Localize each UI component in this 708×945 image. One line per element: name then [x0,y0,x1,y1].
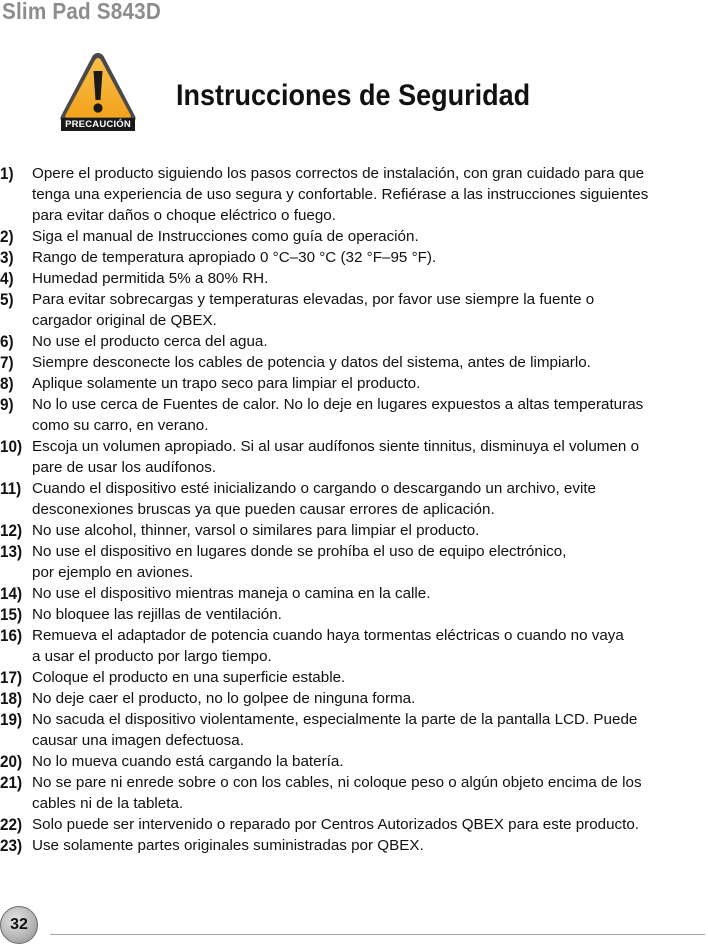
item-text: Rango de temperatura apropiado 0 °C–30 °C (32 °F–95 °F). [32,249,437,266]
item-number: 19) [0,710,23,729]
item-number: 2) [0,227,14,246]
list-item [0,751,708,772]
item-number: 5) [0,290,14,309]
list-item [0,478,708,520]
item-number: 3) [0,248,14,267]
item-text: No use alcohol, thinner, varsol o similares para limpiar el producto. [32,522,480,539]
item-text: Escoja un volumen apropiado. Si al usar audífonos siente tinnitus, disminuya el volumen o pare de usar los audífonos. [32,438,640,476]
item-number: 17) [0,668,23,687]
list-item [0,835,708,856]
list-item [0,709,708,751]
item-text: No use el dispositivo mientras maneja o camina en la calle. [32,585,431,602]
item-text: Cuando el dispositivo esté inicializando o cargando o descargando un archivo, evite desconexiones bruscas ya que pueden causar errores de aplicación. [32,480,596,518]
item-number: 8) [0,374,14,393]
list-item [0,436,708,478]
item-number: 14) [0,584,23,603]
list-item [0,625,708,667]
item-number: 12) [0,521,23,540]
warning-label: PRECAUCIÓN [61,118,135,131]
item-text: Opere el producto siguiendo los pasos correctos de instalación, con gran cuidado para que tenga una experiencia de uso segura y confortable. Refiérase a las instrucciones siguientes para evitar daños o choque eléctrico o fuego. [32,165,649,224]
item-number: 11) [0,479,22,498]
item-text: No use el dispositivo en lugares donde se prohíba el uso de equipo electrónico, por ejemplo en aviones. [32,543,567,581]
warning-sign [58,50,138,134]
item-text: Humedad permitida 5% a 80% RH. [32,270,269,287]
item-text: No se pare ni enrede sobre o con los cables, ni coloque peso o algún objeto encima de los cables ni de la tableta. [32,774,642,812]
item-text: Use solamente partes originales suministradas por QBEX. [32,837,424,854]
list-item [0,667,708,688]
list-item [0,226,708,247]
item-number: 10) [0,437,23,456]
list-item [0,331,708,352]
page-number-badge: 32 [0,906,38,944]
item-text: No sacuda el dispositivo violentamente, especialmente la parte de la pantalla LCD. Puede causar una imagen defectuosa. [32,711,638,749]
list-item [0,352,708,373]
item-text: No bloquee las rejillas de ventilación. [32,606,282,623]
item-text: Siempre desconecte los cables de potencia y datos del sistema, antes de limpiarlo. [32,354,591,371]
item-number: 13) [0,542,23,561]
item-number: 15) [0,605,23,624]
item-number: 1) [0,164,14,183]
item-text: Para evitar sobrecargas y temperaturas elevadas, por favor use siempre la fuente o cargador original de QBEX. [32,291,595,329]
list-item [0,289,708,331]
item-number: 16) [0,626,23,645]
safety-instructions-list [0,163,708,856]
list-item [0,583,708,604]
list-item [0,604,708,625]
item-text: Coloque el producto en una superficie estable. [32,669,346,686]
list-item [0,247,708,268]
item-number: 20) [0,752,23,771]
item-text: No lo mueva cuando está cargando la batería. [32,753,344,770]
item-number: 21) [0,773,23,792]
item-number: 9) [0,395,14,414]
item-number: 6) [0,332,14,351]
item-text: Aplique solamente un trapo seco para limpiar el producto. [32,375,421,392]
list-item [0,541,708,583]
list-item [0,520,708,541]
product-name: Slim Pad S843D [2,0,162,24]
list-item [0,772,708,814]
item-number: 4) [0,269,14,288]
list-item [0,373,708,394]
item-number: 7) [0,353,14,372]
list-item [0,814,708,835]
page-title: Instrucciones de Seguridad [176,79,531,112]
item-text: No use el producto cerca del agua. [32,333,268,350]
footer-divider [50,934,705,935]
item-text: No deje caer el producto, no lo golpee de ninguna forma. [32,690,416,707]
item-number: 23) [0,836,23,855]
item-number: 18) [0,689,23,708]
item-text: Solo puede ser intervenido o reparado por Centros Autorizados QBEX para este producto. [32,816,640,833]
list-item [0,688,708,709]
item-number: 22) [0,815,23,834]
list-item [0,163,708,226]
list-item [0,268,708,289]
list-item [0,394,708,436]
item-text: Siga el manual de Instrucciones como guía de operación. [32,228,419,245]
item-text: Remueva el adaptador de potencia cuando haya tormentas eléctricas o cuando no vaya a usar el producto por largo tiempo. [32,627,624,665]
item-text: No lo use cerca de Fuentes de calor. No lo deje en lugares expuestos a altas temperaturas como su carro, en verano. [32,396,644,434]
